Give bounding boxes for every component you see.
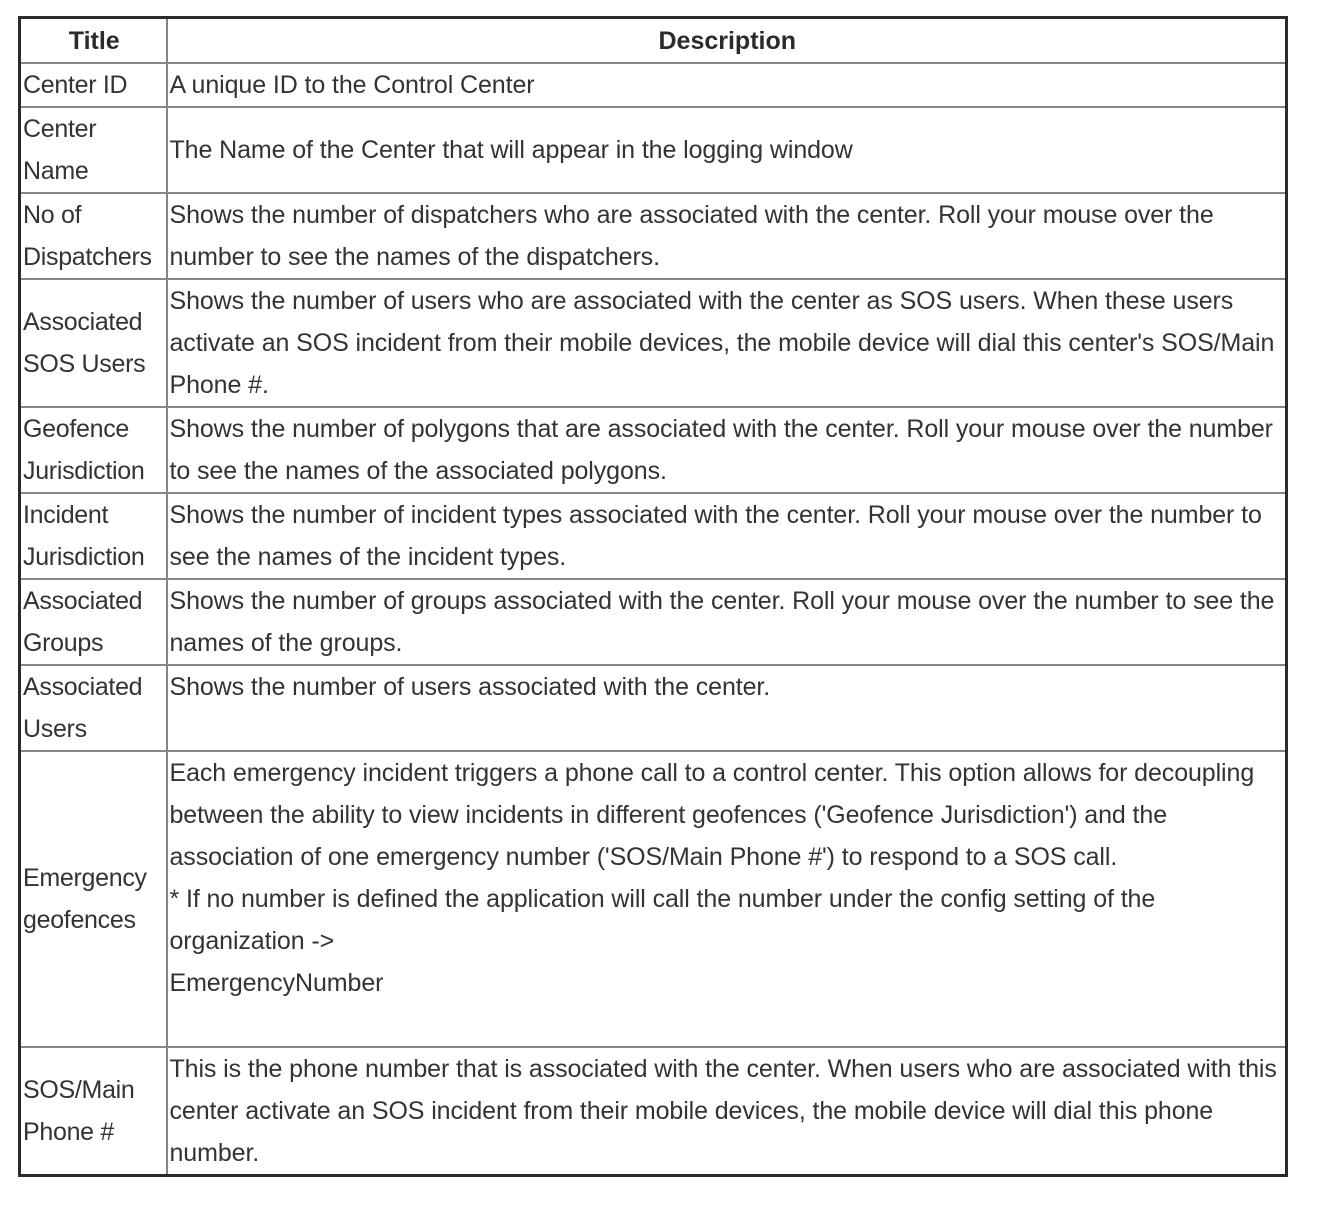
table-row <box>20 63 1287 107</box>
row-title: SOS/Main Phone # <box>20 1047 167 1176</box>
row-title: Center Name <box>20 107 167 193</box>
row-title: Geofence Jurisdiction <box>20 407 167 493</box>
row-title: Center ID <box>20 63 167 107</box>
row-description: A unique ID to the Control Center <box>167 63 1287 107</box>
table-row <box>20 579 1287 665</box>
row-title: No of Dispatchers <box>20 193 167 279</box>
fields-description-table <box>18 16 1288 1177</box>
table-row <box>20 107 1287 193</box>
table-row <box>20 751 1287 1047</box>
table-row <box>20 1047 1287 1176</box>
column-header-description: Description <box>167 18 1287 64</box>
table-header-row <box>20 18 1287 64</box>
row-description: Shows the number of users who are associated with the center as SOS users. When these users activate an SOS incident from their mobile devices, the mobile device will dial this center's SOS/Main Phone #. <box>167 279 1287 407</box>
table-row <box>20 407 1287 493</box>
table-row <box>20 193 1287 279</box>
row-description: Shows the number of dispatchers who are associated with the center. Roll your mouse over the number to see the names of the dispatchers. <box>167 193 1287 279</box>
row-title: Emergency geofences <box>20 751 167 1047</box>
row-title: Associated Users <box>20 665 167 751</box>
row-description: Shows the number of incident types associated with the center. Roll your mouse over the number to see the names of the incident types. <box>167 493 1287 579</box>
row-title: Incident Jurisdiction <box>20 493 167 579</box>
row-description: This is the phone number that is associated with the center. When users who are associated with this center activate an SOS incident from their mobile devices, the mobile device will dial this phone number. <box>167 1047 1287 1176</box>
table-row <box>20 665 1287 751</box>
row-description: The Name of the Center that will appear in the logging window <box>167 107 1287 193</box>
row-title: Associated SOS Users <box>20 279 167 407</box>
table-row <box>20 493 1287 579</box>
row-description: Shows the number of polygons that are associated with the center. Roll your mouse over the number to see the names of the associated polygons. <box>167 407 1287 493</box>
row-description: Shows the number of groups associated with the center. Roll your mouse over the number to see the names of the groups. <box>167 579 1287 665</box>
row-title: Associated Groups <box>20 579 167 665</box>
table-row <box>20 279 1287 407</box>
row-description: Shows the number of users associated with the center. <box>167 665 1287 751</box>
row-description: Each emergency incident triggers a phone call to a control center. This option allows for decoupling between the ability to view incidents in different geofences ('Geofence Jurisdiction') and the association of one emergency number ('SOS/Main Phone #') to respond to a SOS call. * If no number is defined the application will call the number under the config setting of the organization -> EmergencyNumber <box>167 751 1287 1047</box>
column-header-title: Title <box>20 18 167 64</box>
